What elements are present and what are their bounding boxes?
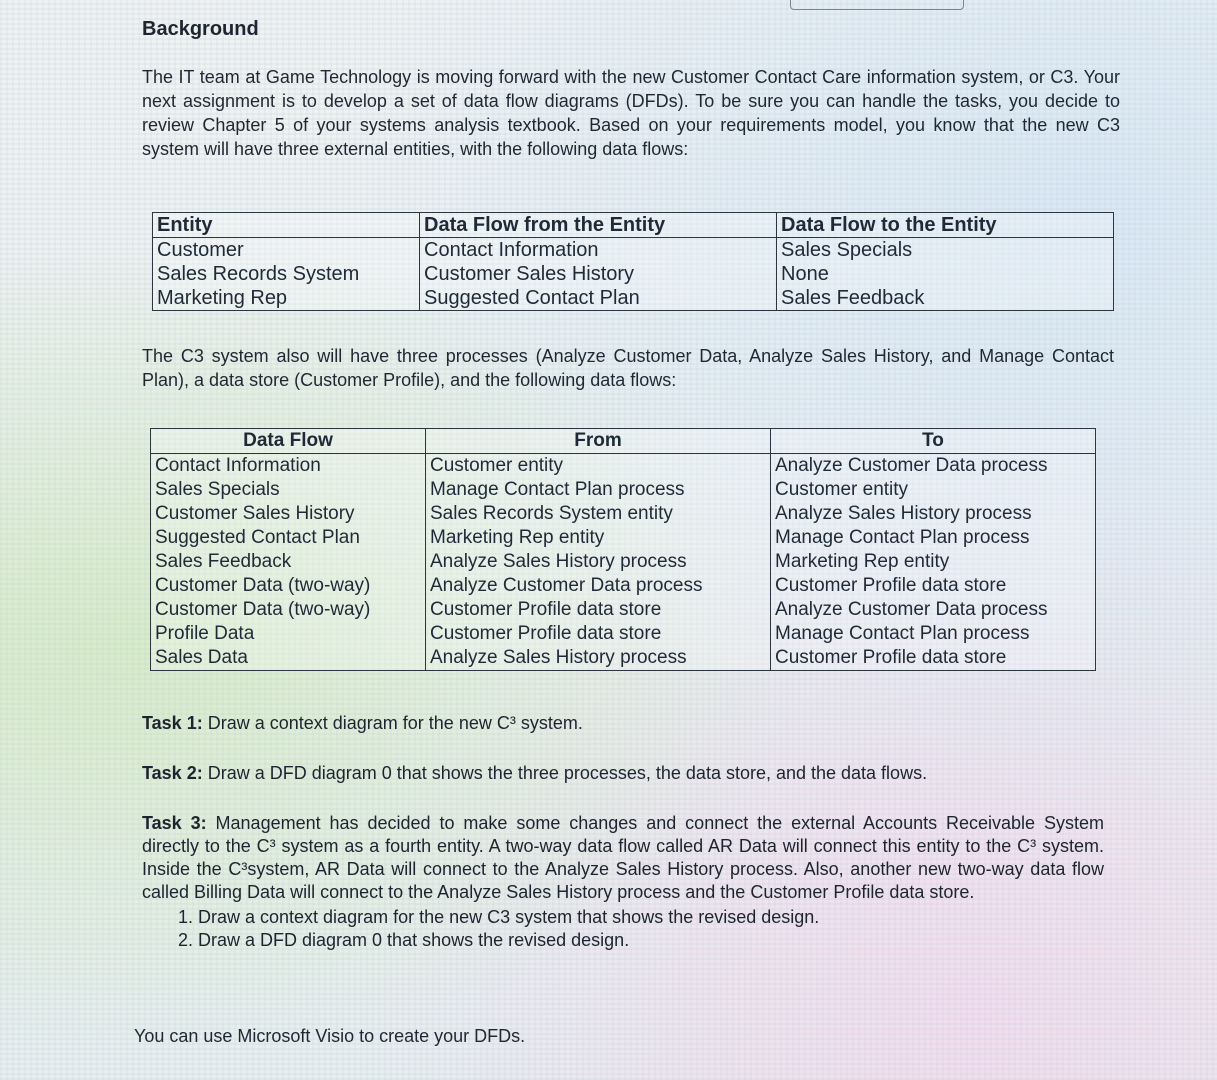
table-cell: Sales Specials xyxy=(777,238,1114,263)
table-cell: Sales Specials xyxy=(151,478,426,502)
table-cell: Contact Information xyxy=(151,454,426,479)
table-cell: Customer Profile data store xyxy=(771,574,1096,598)
table-row xyxy=(153,238,1114,263)
table-cell: Marketing Rep xyxy=(153,286,420,311)
tasks-section xyxy=(142,712,1104,952)
processes-paragraph: The C3 system also will have three processes (Analyze Customer Data, Analyze Sales History, and Manage Contact Plan), a data store (Customer Profile), and the following data flows: xyxy=(142,346,1114,390)
task-label: Task 3: xyxy=(142,813,207,833)
table-row xyxy=(151,550,1096,574)
task-text: Management has decided to make some changes and connect the external Accounts Receivable System directly to the C³ system as a fourth entity. A two-way data flow called AR Data will connect this entity to the C³ system. Inside the C³system, AR Data will connect to the Analyze Sales History process. Also, another new two-way data flow called Billing Data will connect to the Analyze Sales History process and the Customer Profile data store. xyxy=(142,813,1104,902)
task-text: Draw a context diagram for the new C³ system. xyxy=(202,713,583,733)
data-flows-table xyxy=(150,428,1096,671)
table-cell: Sales Feedback xyxy=(777,286,1114,311)
table-cell: Analyze Sales History process xyxy=(426,550,771,574)
table-cell: Customer Data (two-way) xyxy=(151,574,426,598)
table-cell: Customer Profile data store xyxy=(426,598,771,622)
entities-table xyxy=(152,212,1114,311)
task-2 xyxy=(142,762,1104,785)
column-header: From xyxy=(426,429,771,454)
column-header: Entity xyxy=(153,213,420,238)
table-cell: Suggested Contact Plan xyxy=(151,526,426,550)
table-row xyxy=(151,526,1096,550)
table-header-row xyxy=(153,213,1114,238)
table-row xyxy=(151,478,1096,502)
top-frame-decoration xyxy=(790,0,964,10)
table-cell: Customer Data (two-way) xyxy=(151,598,426,622)
table-cell: Sales Feedback xyxy=(151,550,426,574)
table-cell: Profile Data xyxy=(151,622,426,646)
table-row xyxy=(151,646,1096,671)
table-row xyxy=(153,262,1114,286)
table-cell: Marketing Rep entity xyxy=(426,526,771,550)
column-header: Data Flow xyxy=(151,429,426,454)
task-label: Task 1: xyxy=(142,713,203,733)
table-cell: Analyze Customer Data process xyxy=(426,574,771,598)
intro-paragraph: The IT team at Game Technology is moving forward with the new Customer Contact Care information system, or C3. Your next assignment is to develop a set of data flow diagrams (DFDs). To be sure you can handle the tasks, you decide to review Chapter 5 of your systems analysis textbook. Based on your requirements model, you know that the new C3 system will have three external entities, with the following data flows: xyxy=(142,67,1120,159)
table-cell: Manage Contact Plan process xyxy=(771,622,1096,646)
table-row xyxy=(151,574,1096,598)
list-item: 1. Draw a context diagram for the new C3 system that shows the revised design. xyxy=(198,906,1104,929)
table-cell: Analyze Sales History process xyxy=(426,646,771,671)
section-heading: Background xyxy=(142,18,259,40)
table-row xyxy=(151,502,1096,526)
task-label: Task 2: xyxy=(142,763,203,783)
table-row xyxy=(151,454,1096,479)
column-header: To xyxy=(771,429,1096,454)
list-item: 2. Draw a DFD diagram 0 that shows the revised design. xyxy=(198,929,1104,952)
column-header: Data Flow to the Entity xyxy=(777,213,1114,238)
table-cell: Analyze Customer Data process xyxy=(771,454,1096,479)
table-row xyxy=(151,598,1096,622)
column-header: Data Flow from the Entity xyxy=(420,213,777,238)
table-cell: Manage Contact Plan process xyxy=(771,526,1096,550)
table-cell: Customer entity xyxy=(426,454,771,479)
document-page xyxy=(134,18,1127,1046)
table-cell: Customer Sales History xyxy=(151,502,426,526)
table-cell: Sales Records System xyxy=(153,262,420,286)
table-cell: Analyze Customer Data process xyxy=(771,598,1096,622)
table-cell: Suggested Contact Plan xyxy=(420,286,777,311)
table-cell: Customer Profile data store xyxy=(426,622,771,646)
table-cell: Customer Sales History xyxy=(420,262,777,286)
table-row xyxy=(153,286,1114,311)
table-cell: Customer xyxy=(153,238,420,263)
task-text: Draw a DFD diagram 0 that shows the three processes, the data store, and the data flows. xyxy=(202,763,928,783)
closing-note: You can use Microsoft Visio to create your DFDs. xyxy=(134,1026,526,1046)
table-cell: Sales Records System entity xyxy=(426,502,771,526)
table-row xyxy=(151,622,1096,646)
table-header-row xyxy=(151,429,1096,454)
table-cell: Sales Data xyxy=(151,646,426,671)
table-cell: Manage Contact Plan process xyxy=(426,478,771,502)
table-cell: Customer Profile data store xyxy=(771,646,1096,671)
table-cell: Contact Information xyxy=(420,238,777,263)
table-cell: Marketing Rep entity xyxy=(771,550,1096,574)
task-3-steps xyxy=(142,906,1104,952)
table-cell: Customer entity xyxy=(771,478,1096,502)
table-cell: None xyxy=(777,262,1114,286)
task-1 xyxy=(142,712,1104,735)
task-3 xyxy=(142,812,1104,904)
table-cell: Analyze Sales History process xyxy=(771,502,1096,526)
